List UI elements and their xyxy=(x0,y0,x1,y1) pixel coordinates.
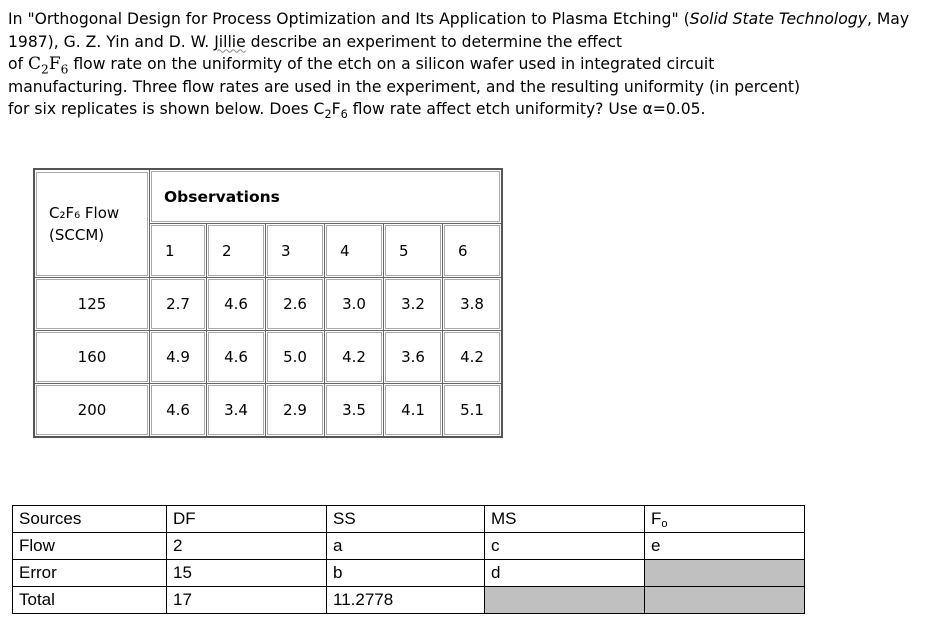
observation-cell: 2.7 xyxy=(150,278,207,331)
table-row xyxy=(13,560,805,587)
chemical-formula: $C_2F_6$ xyxy=(28,54,69,77)
table-row xyxy=(34,331,502,384)
ss-cell: a xyxy=(327,533,485,560)
source-cell: Flow xyxy=(13,533,167,560)
author-name: Jillie xyxy=(214,32,246,51)
df-cell: 15 xyxy=(167,560,327,587)
df-cell: 2 xyxy=(167,533,327,560)
observation-cell: 3.2 xyxy=(384,278,443,331)
observation-cell: 3.5 xyxy=(325,384,384,438)
f-cell: e xyxy=(645,533,805,560)
f-cell-shaded xyxy=(645,560,805,587)
observation-cell: 4.2 xyxy=(325,331,384,384)
replicate-header: 5 xyxy=(384,224,443,278)
replicate-header: 2 xyxy=(207,224,266,278)
ms-cell: c xyxy=(485,533,645,560)
observation-cell: 3.0 xyxy=(325,278,384,331)
observation-cell: 4.6 xyxy=(207,278,266,331)
table-row xyxy=(34,384,502,438)
observation-cell: 2.9 xyxy=(266,384,325,438)
observation-cell: 4.9 xyxy=(150,331,207,384)
flow-rate-cell: 200 xyxy=(34,384,150,438)
observation-cell: 4.6 xyxy=(150,384,207,438)
observation-cell: 3.8 xyxy=(443,278,503,331)
replicate-header: 1 xyxy=(150,224,207,278)
observation-cell: 3.6 xyxy=(384,331,443,384)
ss-header: SS xyxy=(327,506,485,533)
problem-statement: In "Orthogonal Design for Process Optimization and Its Application to Plasma Etching" (Solid State Technology, May 1987), G. Z. Yin and D. W. Jillie describe an experiment to determine the effect of $C_2F_6$ flow rate on the uniformity of the etch on a silicon wafer used in integrated circuit manufacturing. Three flow rates are used in the experiment, and the resulting uniformity (in percent) for six replicates is shown below. Does $C_2F_6$ flow rate affect etch uniformity? Use α=0.05. xyxy=(8,10,910,122)
anova-header-row xyxy=(13,506,805,533)
ss-cell: b xyxy=(327,560,485,587)
table-row xyxy=(13,587,805,614)
anova-table xyxy=(12,505,805,614)
observation-cell: 4.6 xyxy=(207,331,266,384)
observation-cell: 4.1 xyxy=(384,384,443,438)
replicate-header: 6 xyxy=(443,224,503,278)
source-cell: Error xyxy=(13,560,167,587)
table-row xyxy=(13,533,805,560)
sources-header: Sources xyxy=(13,506,167,533)
f-cell-shaded xyxy=(645,587,805,614)
replicate-header: 3 xyxy=(266,224,325,278)
ms-cell: d xyxy=(485,560,645,587)
df-cell: 17 xyxy=(167,587,327,614)
ms-header: MS xyxy=(485,506,645,533)
f-header: Fo xyxy=(645,506,805,533)
ms-cell-shaded xyxy=(485,587,645,614)
journal-title: Solid State Technology xyxy=(689,10,867,28)
observation-cell: 3.4 xyxy=(207,384,266,438)
observation-cell: 5.1 xyxy=(443,384,503,438)
observation-cell: 2.6 xyxy=(266,278,325,331)
replicate-header: 4 xyxy=(325,224,384,278)
flow-rate-cell: 160 xyxy=(34,331,150,384)
flow-rate-cell: 125 xyxy=(34,278,150,331)
flow-header-cell: C₂F₆ Flow (SCCM) xyxy=(34,169,150,278)
observation-cell: 4.2 xyxy=(443,331,503,384)
source-cell: Total xyxy=(13,587,167,614)
ss-cell: 11.2778 xyxy=(327,587,485,614)
observation-cell: 5.0 xyxy=(266,331,325,384)
df-header: DF xyxy=(167,506,327,533)
observations-header: Observations xyxy=(150,169,503,224)
observations-table xyxy=(33,168,503,438)
table-row xyxy=(34,278,502,331)
